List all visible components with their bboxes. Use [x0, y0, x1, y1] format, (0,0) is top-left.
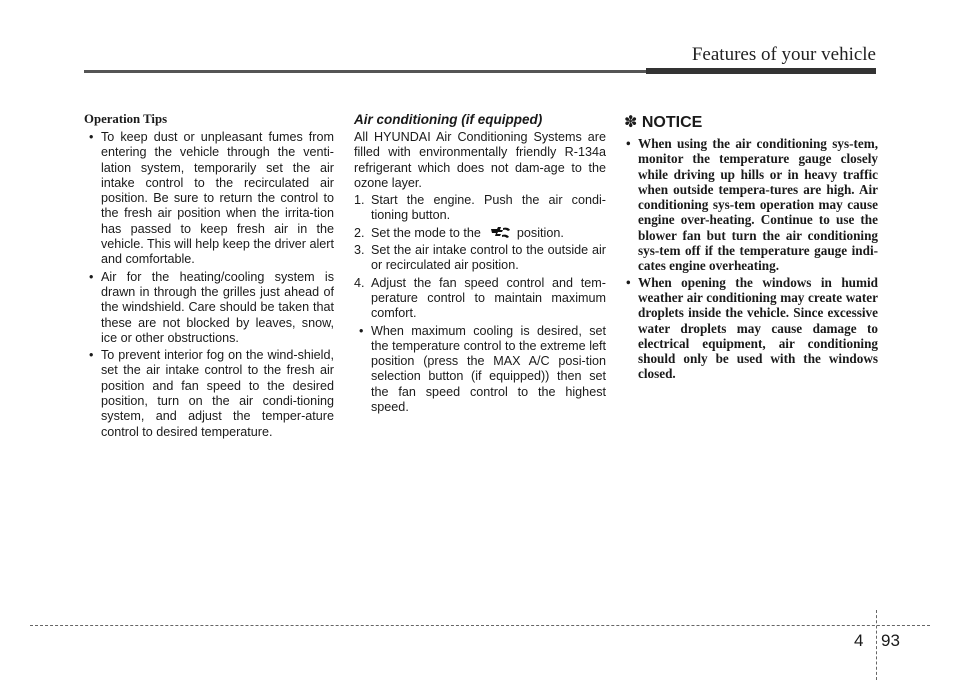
page-number: 93 [881, 631, 900, 650]
step-item [354, 193, 606, 224]
notice-list [624, 136, 878, 382]
step-item [354, 276, 606, 322]
step-item [354, 243, 606, 274]
operation-tips-heading: Operation Tips [84, 112, 168, 126]
list-item [624, 136, 878, 274]
air-conditioning-heading: Air conditioning (if equipped) [354, 112, 543, 127]
step-number: 4. [354, 275, 365, 290]
step-text-before: Set the mode to the [371, 225, 481, 240]
list-item [84, 348, 334, 440]
list-item-text: To keep dust or unpleasant fumes from entering the vehicle through the venti-lation system, temporarily set the air intake control to the recirculated air position. Be sure to return the control to the fresh air position when the irrita-tion has passed to keep fresh air in the vehicle. This will help keep the driver alert and comfortable. [101, 130, 334, 267]
notice-heading: ✽ NOTICE [624, 114, 703, 131]
bullet: • [89, 269, 94, 284]
list-item [624, 275, 878, 382]
list-item-text: Air for the heating/cooling system is drawn in through the grilles just ahead of the windshield. Care should be taken that these are not blocked by leaves, snow, ice or other obstructions. [101, 269, 334, 345]
bullet: • [89, 348, 94, 363]
column-notice [624, 112, 878, 383]
header-rule-accent [646, 68, 876, 74]
air-conditioning-steps [354, 193, 606, 415]
tip-text: When maximum cooling is desired, set the temperature control to the extreme left position (press the MAX A/C posi-tion selection button (if equipped)) then set the fan speed control to the highest speed. [371, 323, 606, 415]
list-item-text: To prevent interior fog on the wind-shield, set the air intake control to the fresh air position and fan speed to the desired position, turn on the air condi-tioning system, and adjust the temper-ature control to desired temperature. [101, 348, 334, 439]
list-item-text: When using the air conditioning sys-tem, monitor the temperature gauge closely while driving up hills or in heavy traffic when outside tempera-tures are high. Air conditioning sys-tem operation may cause engine over-heating. Continue to use the blower fan but turn the air conditioning sys-tem off if the temperature gauge indi-cates engine overheating. [638, 136, 878, 274]
step-text: Start the engine. Push the air condi-tioning button. [371, 193, 606, 223]
step-text: Adjust the fan speed control and tem-perature control to maintain maximum comfort. [371, 275, 606, 321]
step-number: 1. [354, 193, 365, 208]
list-item [84, 270, 334, 346]
step-number: 3. [354, 243, 365, 258]
step-text-after: position. [516, 225, 564, 240]
list-item [84, 130, 334, 268]
fan-mode-icon [489, 226, 511, 239]
column-operation-tips [84, 112, 334, 442]
list-item-text: When opening the windows in humid weather air conditioning may create water droplets inside the vehicle. Since excessive water droplets may cause damage to electrical equipment, air conditioning should only be used with the windows closed. [638, 274, 878, 382]
air-conditioning-intro: All HYUNDAI Air Conditioning Systems are filled with environmentally friendly R-134a refrigerant which does not dam-age to the ozone layer. [354, 130, 606, 190]
chapter-number: 4 [854, 631, 864, 650]
bullet: • [89, 130, 94, 144]
column-air-conditioning [354, 112, 606, 417]
step-text: Set the air intake control to the outside air or recirculated air position. [371, 243, 606, 273]
page-header-title: Features of your vehicle [691, 44, 876, 65]
footer-separator [876, 610, 877, 680]
tip-item [354, 324, 606, 416]
step-number: 2. [354, 225, 365, 240]
footer-rule [30, 625, 930, 626]
bullet: • [626, 274, 631, 290]
bullet: • [359, 323, 364, 338]
step-item [354, 226, 606, 241]
bullet: • [626, 136, 631, 151]
operation-tips-list [84, 130, 334, 440]
